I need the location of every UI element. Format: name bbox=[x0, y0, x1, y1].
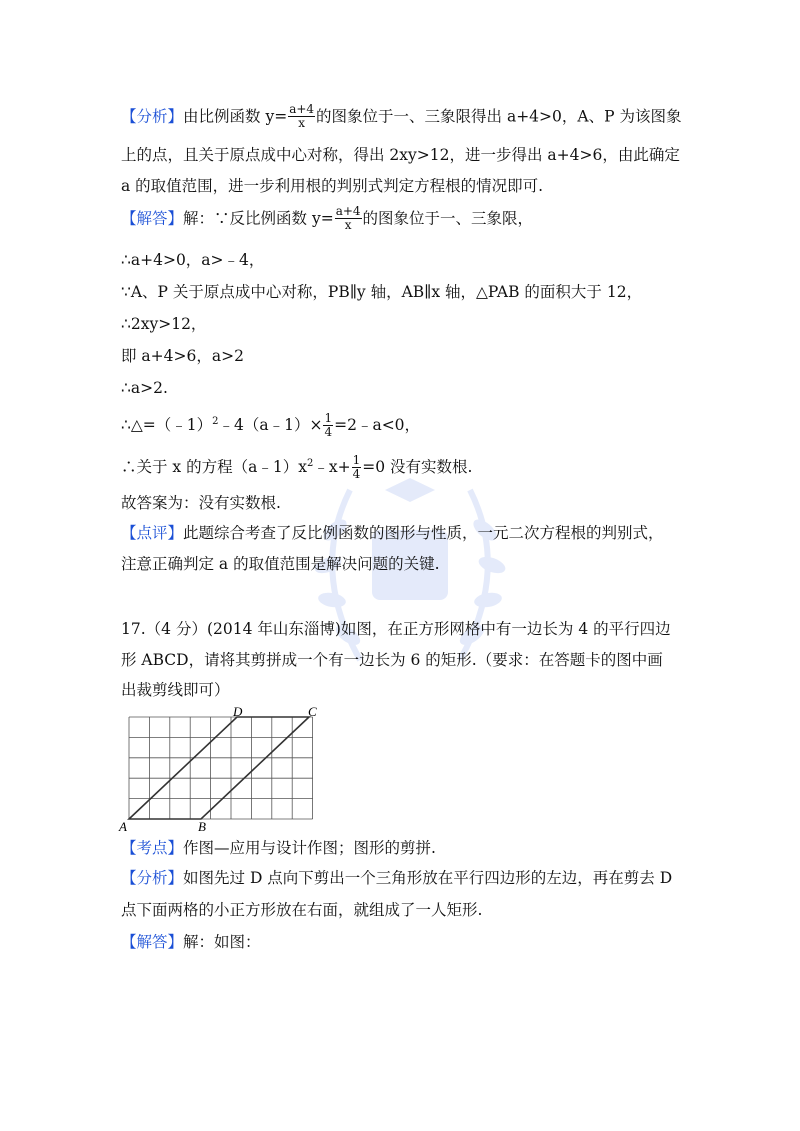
q16-step-5: 即 a+4>6，a>2 bbox=[121, 347, 244, 365]
q16-analysis-line-3: a 的取值范围，进一步利用根的判别式判定方程根的情况即可. bbox=[121, 177, 544, 195]
step-text: =2﹣a<0， bbox=[334, 416, 421, 435]
q16-answer: 故答案为：没有实数根. bbox=[121, 494, 281, 512]
q16-solution-line-1 bbox=[121, 206, 533, 233]
fraction-numerator: 1 bbox=[352, 452, 361, 467]
q17-stem-line-3: 出裁剪线即可） bbox=[121, 681, 230, 699]
fraction-numerator: 1 bbox=[324, 410, 333, 425]
q16-analysis-line-2: 上的点，且关于原点成中心对称，得出 2xy>12，进一步得出 a+4>6，由此确定 bbox=[121, 146, 680, 164]
q17-keypoint bbox=[121, 836, 436, 860]
keypoint-tag: 【考点】 bbox=[121, 839, 184, 857]
analysis-tag: 【分析】 bbox=[121, 869, 184, 887]
q16-step-8 bbox=[121, 452, 472, 482]
q16-comment-line-2: 注意正确判定 a 的取值范围是解决问题的关键. bbox=[121, 555, 440, 573]
analysis-text: 由比例函数 y= bbox=[183, 107, 288, 126]
q16-step-7 bbox=[121, 410, 420, 440]
label-c: C bbox=[308, 705, 317, 719]
parallelogram-grid-figure bbox=[118, 705, 323, 833]
analysis-tag: 【分析】 bbox=[121, 107, 184, 126]
exponent: 2 bbox=[306, 458, 314, 469]
q17-stem-line-1: 17.（4 分）(2014 年山东淄博)如图，在正方形网格中有一边长为 4 的平行四边 bbox=[121, 620, 671, 638]
q17-analysis-line-2: 点下面两格的小正方形放在右面，就组成了一人矩形. bbox=[121, 901, 483, 919]
fraction-denominator: 4 bbox=[352, 466, 361, 481]
fraction-one-quarter bbox=[323, 412, 333, 439]
fraction-numerator: a+4 bbox=[289, 102, 315, 116]
q16-step-6: ∴a>2. bbox=[121, 379, 168, 397]
comment-text: 此题综合考查了反比例函数的图形与性质，一元二次方程根的判别式， bbox=[183, 524, 664, 542]
solution-text: 的图象位于一、三象限， bbox=[362, 209, 534, 228]
parallelogram-abcd bbox=[129, 717, 309, 819]
analysis-text: 如图先过 D 点向下剪出一个三角形放在平行四边形的左边，再在剪去 D bbox=[183, 869, 673, 887]
exponent: 2 bbox=[212, 416, 219, 427]
label-d: D bbox=[233, 705, 243, 719]
step-text: ﹣4（a﹣1）× bbox=[218, 416, 323, 435]
q16-step-2: ∴a+4>0，a>﹣4， bbox=[121, 251, 265, 269]
solution-tag: 【解答】 bbox=[121, 933, 184, 951]
step-text: =0 没有实数根. bbox=[362, 458, 473, 477]
step-text: ∴△=（﹣1） bbox=[121, 416, 213, 435]
q17-solution bbox=[121, 930, 261, 954]
fraction-denominator: 4 bbox=[324, 424, 333, 439]
fraction-numerator: a+4 bbox=[335, 204, 361, 218]
label-b: B bbox=[198, 819, 206, 833]
keypoint-text: 作图—应用与设计作图；图形的剪拼. bbox=[183, 839, 436, 857]
q16-comment-line-1 bbox=[121, 521, 664, 545]
step-text: ﹣x+ bbox=[313, 458, 351, 477]
solution-text: 解：如图： bbox=[183, 933, 261, 951]
fraction-one-quarter bbox=[352, 454, 362, 481]
comment-tag: 【点评】 bbox=[121, 524, 184, 542]
analysis-text: 的图象位于一、三象限得出 a+4>0，A、P 为该图象 bbox=[316, 107, 682, 126]
fraction-a4-over-x bbox=[288, 103, 315, 130]
q16-step-3: ∵A、P 关于原点成中心对称，PB∥y 轴，AB∥x 轴，△PAB 的面积大于 12， bbox=[121, 283, 643, 301]
q16-analysis-line-1 bbox=[121, 104, 681, 131]
fraction-denominator: x bbox=[298, 116, 305, 130]
solution-text: 解：∵反比例函数 y= bbox=[183, 209, 334, 228]
q17-stem-line-2: 形 ABCD，请将其剪拼成一个有一边长为 6 的矩形.（要求：在答题卡的图中画 bbox=[121, 651, 663, 669]
solution-tag: 【解答】 bbox=[121, 209, 184, 228]
step-text: ∴关于 x 的方程（a﹣1）x bbox=[121, 458, 307, 477]
label-a: A bbox=[119, 819, 127, 833]
q17-analysis-line-1 bbox=[121, 866, 672, 890]
q16-step-4: ∴2xy>12， bbox=[121, 315, 207, 333]
fraction-a4-over-x bbox=[335, 205, 362, 232]
fraction-denominator: x bbox=[344, 218, 352, 232]
